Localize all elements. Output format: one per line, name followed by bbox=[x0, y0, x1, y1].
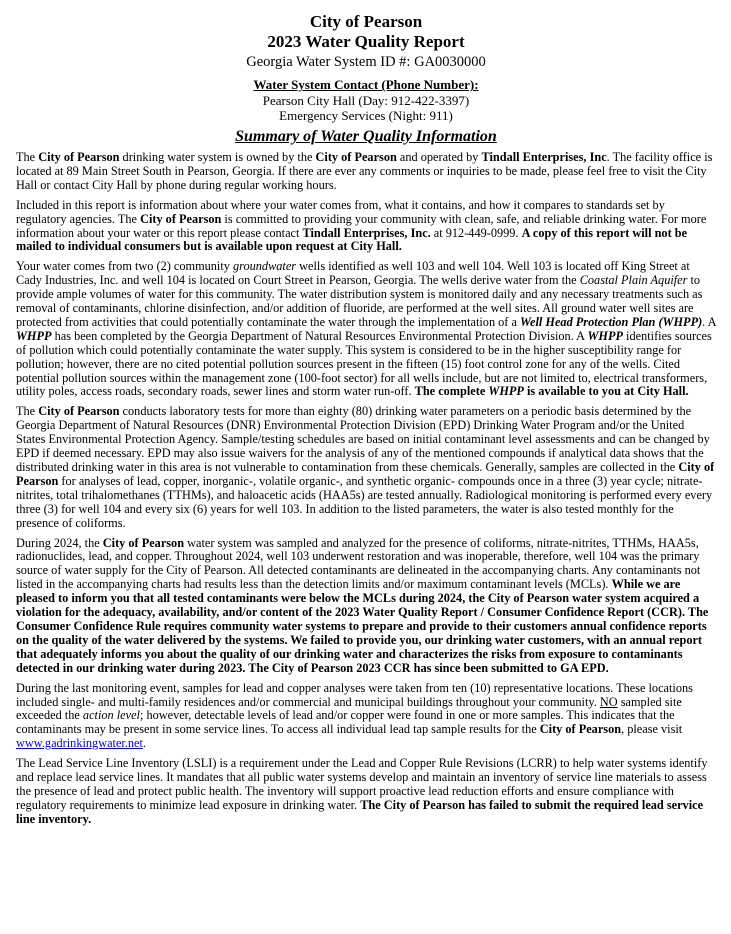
text-bold: Tindall Enterprises, Inc. bbox=[302, 225, 431, 240]
text-bold: City of Pearson bbox=[315, 149, 397, 164]
text: and operated by bbox=[396, 149, 482, 164]
paragraph-lead-copper bbox=[16, 682, 716, 752]
text: The bbox=[16, 404, 39, 419]
text: identifies sources of pollution which could potentially contaminate the water supply. This system is considered to be in the higher susceptibility range for pollution; however, there are no cited potential pollution sources present in the fifteen (15) foot control zone for any of the wells. Cited potential pollution sources within the management zone (100-foot sector) for all wells include, but are not limited to, electrical transformers, utility poles, access roads, secondary roads, sewer lines and storm water run-off. bbox=[16, 328, 712, 399]
text: to provide ample volumes of water for this community. The water distribution system is monitored daily and any necessary treatments such as removal of contaminants, chlorine disinfection, and/or addition of fluoride, are performed at the well sites. All ground water well sites are protected from activities that could potentially contaminate the water through the implementation of a bbox=[16, 273, 703, 329]
text: conducts laboratory tests for more than eighty (80) drinking water parameters on a periodic basis determined by the Georgia Department of Natural Resources (DNR) Environmental Protection Division (EPD) Drinking Water Program and/or the United States Environmental Protection Agency. Sample/testing schedules are based on initial contaminant level assessments and can be changed by EPD if deemed necessary. EPD may also issue waivers for the analysis of any of the mentioned compounds if analytical data shows that the distributed drinking water in this area is not vulnerable to contamination from these chemicals. Generally, samples are collected in the bbox=[16, 404, 710, 475]
contact-block bbox=[16, 77, 716, 124]
text-bold-italic: WHPP bbox=[587, 328, 623, 343]
text: for analyses of lead, copper, inorganic-, volatile organic-, and synthetic organic- compounds once in a three (3) year cycle; nitrate-nitrites, total trihalomethanes (TTHMs), and haloacetic acids (HAA5s) are tested annually. Radiological monitoring is performed every every three (3) for well 104 and every six (6) years for well 103. In addition to the listed parameters, the water is also tested monthly for the presence of coliforms. bbox=[16, 473, 713, 530]
text-bold: The complete bbox=[414, 384, 489, 399]
text-bold-italic: WHPP bbox=[488, 384, 524, 399]
text: ; however, detectable levels of lead and/or copper were found in one or more samples. This indicates that the contaminants may be present in some service lines. To access all individual lead tap sample results for the bbox=[16, 708, 675, 737]
text-bold: A copy of this report will not be mailed to individual consumers but is available upon request at City Hall. bbox=[16, 225, 688, 254]
paragraph-lead-service-line bbox=[16, 757, 716, 827]
text: . The facility office is located at 89 Main Street South in Pearson, Georgia. If there are ever any comments or inquiries to be made, please feel free to visit the City Hall or contact City Hall by phone during regular working hours. bbox=[16, 149, 713, 192]
text-bold: City of Pearson bbox=[102, 535, 185, 550]
text-italic: Coastal Plain Aquifer bbox=[579, 273, 688, 288]
text: During 2024, the bbox=[16, 535, 103, 550]
text: water system was sampled and analyzed for the presence of coliforms, nitrate-nitrites, TTHMs, HAA5s, radionuclides, lead, and copper. Throughout 2024, well 103 underwent restoration and was inoperable, therefore, well 104 was the primary source of water supply for the City of Pearson. All detected contaminants are delineated in the accompanying charts. Any contaminants not listed in the accompanying charts had results less than the detection limits and/or maximum contaminant levels (MCLs). bbox=[16, 535, 701, 592]
text: has been completed by the Georgia Department of Natural Resources Environmental Protection Division. A bbox=[51, 328, 588, 343]
text-bold: is available to you at City Hall. bbox=[523, 384, 689, 399]
text-underline: NO bbox=[599, 694, 618, 709]
text-bold: Tindall Enterprises, Inc bbox=[481, 149, 607, 164]
text-italic: action level bbox=[82, 708, 140, 723]
text: is committed to providing your community with clean, safe, and reliable drinking water. For more information about your water or this report please contact bbox=[16, 211, 707, 240]
paragraph-water-source bbox=[16, 260, 716, 399]
text: at 912-449-0999. bbox=[430, 225, 522, 240]
text-italic: groundwater bbox=[233, 259, 297, 274]
text-bold: The City of Pearson has failed to submit the required lead service line inventory. bbox=[16, 797, 704, 826]
text: During the last monitoring event, samples for lead and copper analyses were taken from ten (10) representative locations. These locations included single- and multi-family residences and/or commercial and municipal buildings throughout your community. bbox=[16, 680, 693, 709]
text: , please visit bbox=[621, 722, 683, 737]
paragraph-ownership bbox=[16, 151, 716, 193]
contact-day: Pearson City Hall (Day: 912-422-3397) bbox=[262, 92, 470, 108]
summary-title: Summary of Water Quality Information bbox=[235, 127, 497, 145]
text: . A bbox=[702, 314, 716, 329]
text: Your water comes from two (2) community bbox=[16, 259, 233, 274]
system-id: Georgia Water System ID #: GA0030000 bbox=[246, 54, 486, 71]
contact-label: Water System Contact (Phone Number): bbox=[253, 77, 479, 93]
text: The bbox=[16, 149, 39, 164]
paragraph-violation bbox=[16, 537, 716, 676]
paragraph-report-info bbox=[16, 199, 716, 255]
text-bold: While we are pleased to inform you that all tested contaminants were below the MCLs during 2024, the City of Pearson water system acquired a violation for the adequacy, availability, and/or content of the 2023 Water Quality Report / Consumer Confidence Report (CCR). The Consumer Confidence Rule requires community water systems to prepare and provide to their customers annual confidence reports on the quality of the water delivered by the systems. We failed to provide you, our drinking water customers, with an annual report that adequately informs you about the quality of our drinking water and characterizes the risks from exposure to contaminants detected in our drinking water during 2023. The City of Pearson 2023 CCR has since been submitted to GA EPD. bbox=[16, 577, 709, 675]
city-name: City of Pearson bbox=[309, 12, 423, 31]
text: The Lead Service Line Inventory (LSLI) is a requirement under the Lead and Copper Rule Revisions (LCRR) to help water systems identify and replace lead service lines. It mandates that all public water systems develop and maintain an inventory of service line materials to assess the presence of lead and protect public health. The inventory will support proactive lead reduction efforts and ensure compliance with regulatory requirements to minimize lead exposure in drinking water. bbox=[16, 756, 708, 812]
gadrinkingwater-link[interactable]: www.gadrinkingwater.net bbox=[16, 736, 143, 751]
text: wells identified as well 103 and well 104. Well 103 is located off King Street at Cady Industries, Inc. and well 104 is located on Court Street in Pearson, Georgia. The wells derive water from the bbox=[16, 259, 690, 288]
text-bold: City of Pearson bbox=[38, 404, 120, 419]
report-header bbox=[16, 12, 716, 124]
text: Included in this report is information about where your water comes from, what it contains, and how it compares to standards set by regulatory agencies. The bbox=[16, 197, 665, 226]
text-bold: City of Pearson bbox=[140, 211, 222, 226]
text-bold: City of Pearson bbox=[16, 460, 715, 488]
text-bold-italic: Well Head Protection Plan (WHPP) bbox=[520, 314, 703, 329]
text: drinking water system is owned by the bbox=[119, 149, 316, 164]
report-title: 2023 Water Quality Report bbox=[267, 32, 465, 52]
text-bold-italic: WHPP bbox=[16, 328, 52, 343]
contact-night: Emergency Services (Night: 911) bbox=[279, 108, 453, 124]
text-bold: City of Pearson bbox=[539, 722, 622, 737]
text: . bbox=[142, 736, 146, 751]
paragraph-testing bbox=[16, 405, 716, 530]
text: sampled site exceeded the bbox=[16, 694, 682, 723]
text-bold: City of Pearson bbox=[38, 149, 120, 164]
